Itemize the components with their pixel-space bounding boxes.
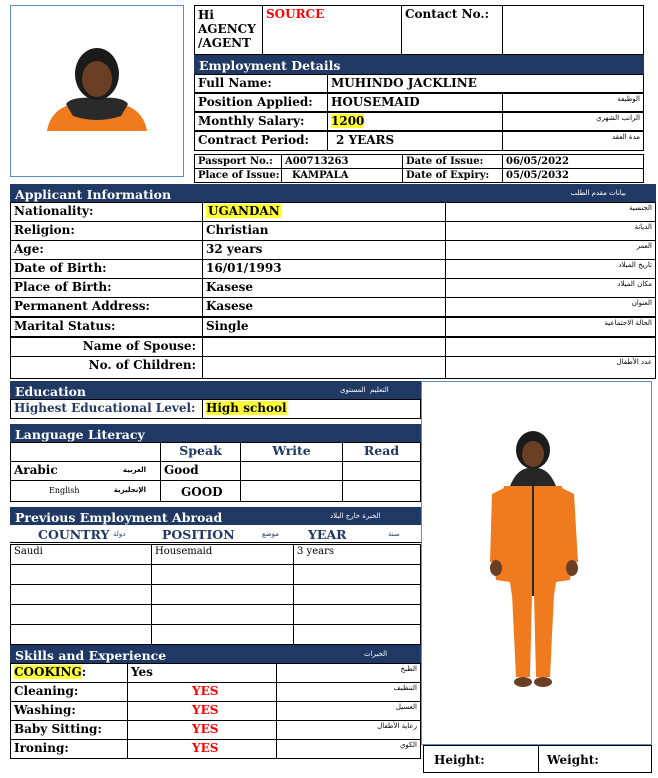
- previous-year-arabic: سنة: [388, 530, 400, 538]
- employment-header: Employment Details: [194, 55, 644, 74]
- previous-year-cell: [293, 564, 421, 585]
- language-english-speak: GOOD: [160, 480, 241, 502]
- contact-value: [502, 5, 644, 55]
- applicant-arabic: عدد الأطفال: [445, 356, 656, 379]
- skill-label: Washing:: [14, 703, 76, 717]
- weight-label: Weight:: [538, 745, 652, 773]
- previous-header: [10, 507, 421, 525]
- previous-position-cell: [151, 564, 294, 585]
- previous-year-cell: [293, 604, 421, 625]
- height-label: Height:: [423, 745, 539, 773]
- previous-position-cell: Housemaid: [151, 544, 294, 565]
- applicant-value-cell: [202, 278, 446, 298]
- agency-label: Hi AGENCY /AGENT: [194, 5, 263, 55]
- language-english-label: English الإنجليزية: [10, 480, 161, 502]
- applicant-arabic: العنوان: [445, 297, 656, 317]
- applicant-value: Christian: [206, 223, 269, 237]
- applicant-value-cell: [202, 240, 446, 260]
- skills-header-arabic: الخبرات: [364, 650, 388, 658]
- applicant-value-cell: [202, 221, 446, 241]
- education-header: [10, 381, 421, 399]
- applicant-arabic: الديانة: [445, 221, 656, 241]
- previous-position-arabic: موضع: [262, 530, 280, 538]
- contact-label: Contact No.:: [401, 5, 503, 55]
- skill-arabic: الغسيل: [276, 701, 421, 721]
- applicant-value-cell: [202, 337, 446, 357]
- skill-value: YES: [127, 720, 277, 740]
- previous-position-cell: [151, 584, 294, 605]
- applicant-arabic: تاريخ الميلاد: [445, 259, 656, 279]
- applicant-arabic: الحالة الاجتماعية: [445, 317, 656, 337]
- language-arabic-speak: Good: [160, 461, 241, 481]
- previous-country-cell: [10, 584, 152, 605]
- skill-arabic: رعاية الأطفال: [276, 720, 421, 740]
- full-name-value: MUHINDO JACKLINE: [327, 74, 644, 93]
- issue-place-label: Place of Issue:: [194, 168, 282, 183]
- applicant-value-cell: [202, 297, 446, 317]
- applicant-value: Kasese: [206, 299, 253, 313]
- applicant-value: 16/01/1993: [206, 261, 282, 275]
- applicant-label: Permanent Address:: [10, 297, 203, 317]
- previous-position-head: POSITION: [162, 527, 235, 542]
- portrait-photo: [11, 6, 183, 176]
- language-blank-head: [10, 442, 161, 462]
- applicant-value-cell: [202, 356, 446, 379]
- applicant-label: Nationality:: [10, 202, 203, 222]
- language-arabic-label: Arabic العربية: [10, 461, 161, 481]
- salary-arabic: الراتب الشهري: [502, 112, 644, 131]
- skill-label: Baby Sitting:: [14, 722, 102, 736]
- previous-country-cell: [10, 564, 152, 585]
- previous-header-arabic: الخبرة خارج البلاد: [330, 512, 381, 520]
- education-level-label: Highest Educational Level:: [10, 399, 203, 419]
- previous-column-head-row: [10, 525, 421, 543]
- previous-country-cell: [10, 604, 152, 625]
- applicant-arabic: [445, 337, 656, 357]
- skills-header-title: Skills and Experience: [15, 648, 167, 663]
- skill-value: YES: [127, 682, 277, 702]
- language-read-head: Read: [342, 442, 421, 462]
- applicant-value: 32 years: [206, 242, 263, 256]
- language-english-write: [240, 480, 343, 502]
- previous-position-cell: [151, 604, 294, 625]
- education-header-title: Education: [15, 384, 87, 399]
- salary-label: Monthly Salary:: [194, 112, 328, 131]
- passport-label: Passport No.:: [194, 154, 282, 169]
- applicant-value: UGANDAN: [208, 204, 280, 218]
- skill-arabic: التنظيف: [276, 682, 421, 702]
- language-arabic-read: [342, 461, 421, 481]
- skill-arabic: الكوي: [276, 739, 421, 759]
- applicant-header: [10, 184, 656, 202]
- position-label: Position Applied:: [194, 93, 328, 112]
- applicant-header-arabic: بيانات مقدم الطلب: [570, 189, 626, 197]
- applicant-header-title: Applicant Information: [15, 187, 172, 202]
- education-header-arabic-1: المستوى: [340, 386, 366, 394]
- skill-label: Cleaning:: [14, 684, 79, 698]
- agency-source: SOURCE: [262, 5, 402, 55]
- skill-label-cell: [10, 739, 128, 759]
- previous-position-cell: [151, 624, 294, 645]
- issue-date-value: 06/05/2022: [502, 154, 644, 169]
- education-level-value: High school: [206, 401, 287, 415]
- language-speak-head: Speak: [160, 442, 241, 462]
- expiry-date-label: Date of Expiry:: [402, 168, 503, 183]
- previous-year-cell: 3 years: [293, 544, 421, 565]
- position-value: HOUSEMAID: [327, 93, 503, 112]
- language-write-head: Write: [240, 442, 343, 462]
- previous-year-cell: [293, 584, 421, 605]
- applicant-label: Religion:: [10, 221, 203, 241]
- skill-label-cell: [10, 682, 128, 702]
- previous-country-cell: Saudi: [10, 544, 152, 565]
- passport-value: A00713263: [281, 154, 403, 169]
- education-header-arabic-2: التعليم: [370, 386, 389, 394]
- previous-country-head: COUNTRY: [38, 527, 110, 542]
- issue-date-label: Date of Issue:: [402, 154, 503, 169]
- applicant-arabic: العمر: [445, 240, 656, 260]
- salary-value-cell: [327, 112, 503, 131]
- applicant-label: Age:: [10, 240, 203, 260]
- applicant-label: Place of Birth:: [10, 278, 203, 298]
- applicant-arabic: مكان الميلاد: [445, 278, 656, 298]
- previous-header-title: Previous Employment Abroad: [15, 510, 223, 525]
- skill-label-cell: [10, 720, 128, 740]
- applicant-label: Name of Spouse:: [10, 337, 203, 357]
- applicant-value-cell: [202, 259, 446, 279]
- language-english-read: [342, 480, 421, 502]
- language-header: Language Literacy: [10, 424, 421, 442]
- expiry-date-value: 05/05/2032: [502, 168, 644, 183]
- applicant-label: No. of Children:: [10, 356, 203, 379]
- issue-place-value: KAMPALA: [281, 168, 403, 183]
- previous-year-cell: [293, 624, 421, 645]
- applicant-value-cell: [202, 202, 446, 222]
- previous-year-head: YEAR: [308, 527, 347, 542]
- salary-value: 1200: [331, 114, 365, 128]
- applicant-value: Single: [206, 319, 249, 333]
- applicant-value-cell: [202, 317, 446, 337]
- contract-value: 2 YEARS: [327, 131, 503, 151]
- skill-label: Ironing:: [14, 741, 69, 755]
- applicant-label: Marital Status:: [10, 317, 203, 337]
- skill-label: COOKING: [14, 665, 82, 679]
- skill-value: Yes: [127, 663, 277, 683]
- full-body-photo-frame: [421, 381, 652, 745]
- full-name-label: Full Name:: [194, 74, 328, 93]
- portrait-photo-frame: [10, 5, 184, 177]
- education-level-value-cell: [202, 399, 421, 419]
- contract-label: Contract Period:: [194, 131, 328, 151]
- position-arabic: الوظيفة: [502, 93, 644, 112]
- applicant-arabic: الجنسية: [445, 202, 656, 222]
- skills-header: [10, 645, 421, 663]
- applicant-label: Date of Birth:: [10, 259, 203, 279]
- skill-label-cell: COOKING:: [10, 663, 128, 683]
- full-body-photo: [422, 382, 651, 744]
- applicant-value: Kasese: [206, 280, 253, 294]
- skill-arabic: الطبخ: [276, 663, 421, 683]
- previous-country-cell: [10, 624, 152, 645]
- previous-country-arabic: دولة: [113, 530, 126, 538]
- contract-arabic: مدة العقد: [502, 131, 644, 151]
- skill-value: YES: [127, 701, 277, 721]
- skill-value: YES: [127, 739, 277, 759]
- skill-label-cell: [10, 701, 128, 721]
- language-arabic-write: [240, 461, 343, 481]
